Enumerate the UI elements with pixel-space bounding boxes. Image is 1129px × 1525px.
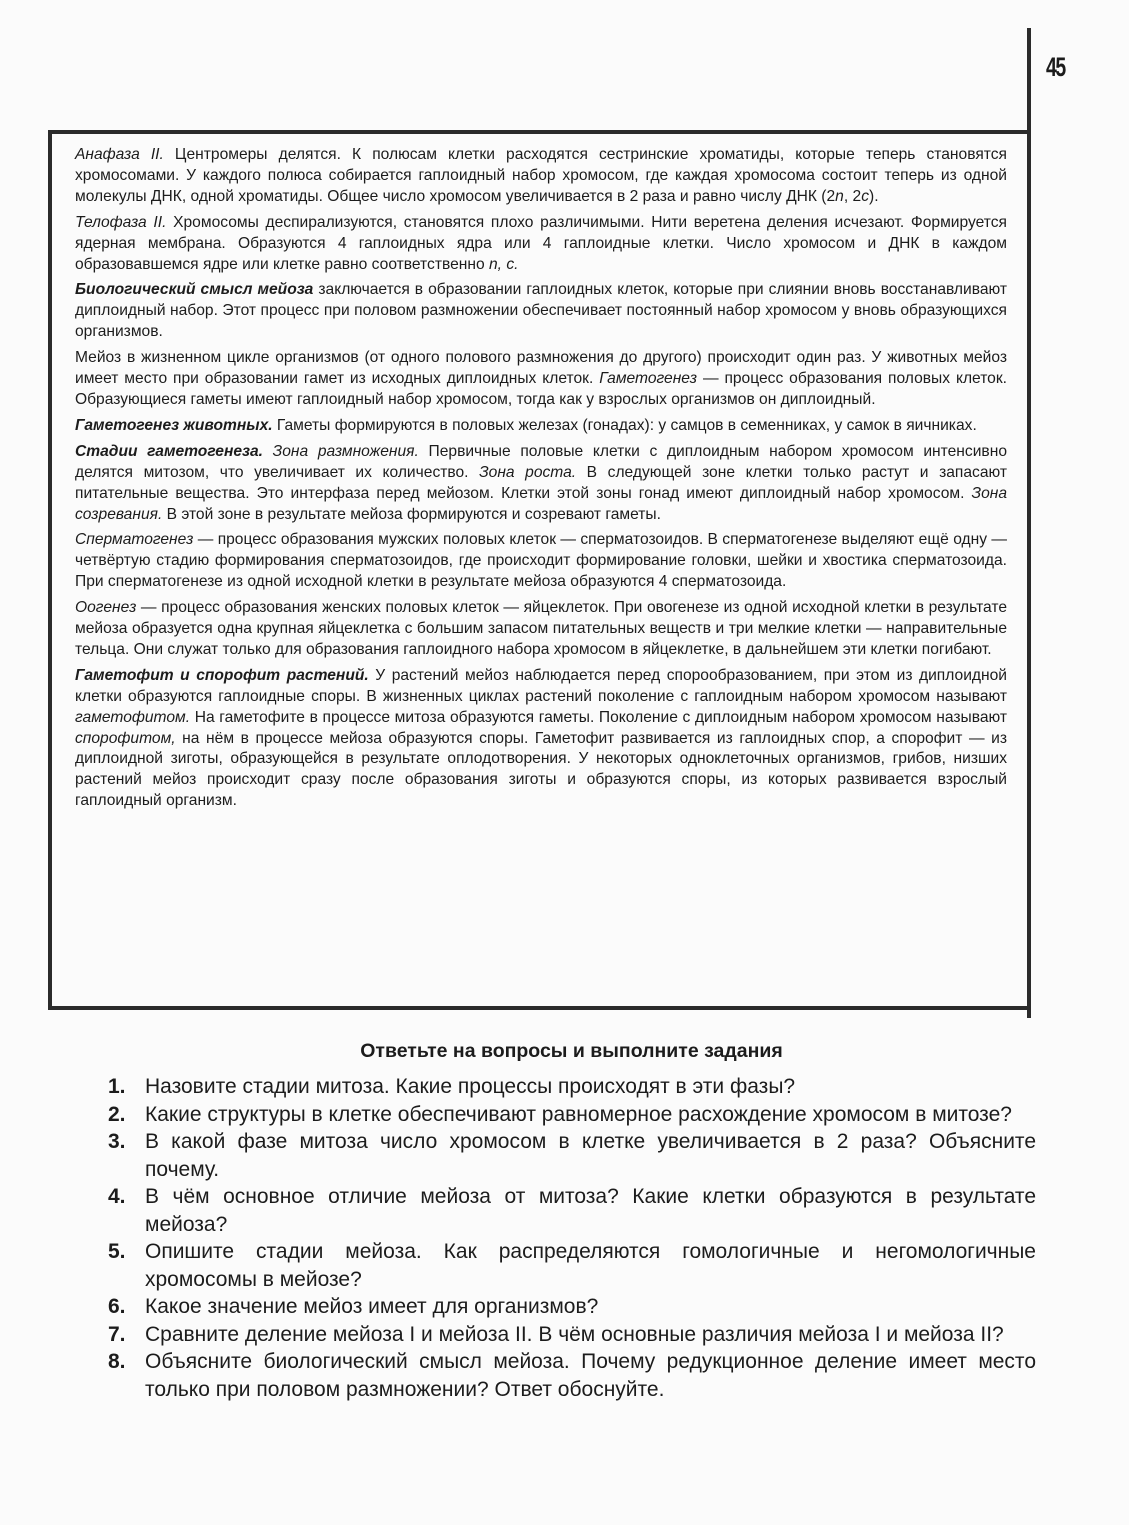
- term-biological-meaning: Биологический смысл мейоза: [75, 281, 314, 299]
- term-gametogenesis: Гаметогенез: [599, 370, 698, 388]
- term-spermatogenesis: Сперматогенез: [75, 531, 194, 549]
- term-animal-gametogenesis: Гаметогенез животных.: [75, 416, 273, 434]
- paragraph-spermatogenesis: Сперматогенез — процесс образования мужских половых клеток — сперматозоидов. В сперматогенезе выделяют ещё одну — четвёртую стадию формирования сперматозоидов, где происходит формирование головки, шейки и хвостика сперматозоида. При сперматогенезе из одной исходной клетки в результате мейоза образуются 4 сперматозоида.: [75, 531, 1007, 591]
- paragraph-gametogenesis-stages: Стадии гаметогенеза. Зона размножения. Первичные половые клетки с диплоидным набором хромосом интенсивно делятся митозом, что увеличивает их количество. Зона роста. В следующей зоне клетки только растут и запасают питательные вещества. Это интерфаза перед мейозом. Клетки этой зоны гонад имеют диплоидный набор хромосом. Зона созревания. В этой зоне в результате мейоза формируются и созревают гаметы.: [75, 442, 1007, 523]
- question-item: 5. Опишите стадии мейоза. Как распределяются гомологичные и негомологичные хромосомы в мейозе?: [108, 1240, 1036, 1291]
- questions-list: [108, 1073, 1036, 1403]
- question-item: 6. Какое значение мейоз имеет для организмов?: [108, 1295, 599, 1318]
- paragraph-anaphase: Анафаза II. Центромеры делятся. К полюсам клетки расходятся сестринские хроматиды, которые теперь становятся хромосомами. У каждого полюса собирается гаплоидный набор хромосом, где каждая хромосома состоит теперь из одной молекулы ДНК, одной хроматиды. Общее число хромосом увеличивается в 2 раза и равно числу ДНК (2n, 2c).: [75, 146, 1007, 205]
- question-item: 8. Объясните биологический смысл мейоза. Почему редукционное деление имеет место только при половом размножении? Ответ обоснуйте.: [108, 1350, 1036, 1401]
- term-stages: Стадии гаметогенеза.: [75, 442, 263, 460]
- question-item: 3. В какой фазе митоза число хромосом в клетке увеличивается в 2 раза? Объясните почему.: [108, 1130, 1036, 1181]
- paragraph-oogenesis: Оогенез — процесс образования женских половых клеток — яйцеклеток. При овогенезе из одной исходной клетки в результате мейоза образуется одна крупная яйцеклетка с большим запасом питательных веществ и три мелкие клетки — направительные тельца. Они служат только для образования гаплоидного набора хромосом в яйцеклетке, в дальнейшем эти клетки погибают.: [75, 599, 1007, 658]
- paragraph-plants: Гаметофит и спорофит растений. У растений мейоз наблюдается перед спорообразованием, при этом из диплоидной клетки образуются гаплоидные споры. В жизненных циклах растений поколение с гаплоидным набором хромосом называют гаметофитом. На гаметофите в процессе митоза образуются гаметы. Поколение с диплоидным набором хромосом называют спорофитом, на нём в процессе мейоза образуются споры. Гаметофит развивается из гаплоидных спор, а спорофит — из диплоидной зиготы, образующейся в результате оплодотворения. У некоторых одноклеточных организмов, грибов, низших растений мейоз происходит сразу после образования зиготы и образуются споры, из которых развивается взрослый гаплоидный организм.: [75, 666, 1008, 810]
- question-item: 4. В чём основное отличие мейоза от митоза? Какие клетки образуются в результате мейоза?: [108, 1185, 1036, 1236]
- paragraph-biological-meaning: Биологический смысл мейоза заключается в образовании гаплоидных клеток, которые при слиянии вновь восстанавливают диплоидный набор. Этот процесс при половом размножении обеспечивает постоянный набор хромосом у вновь образующихся организмов.: [75, 281, 1007, 341]
- questions-heading: Ответьте на вопросы и выполните задания: [360, 1040, 783, 1062]
- term-plants: Гаметофит и спорофит растений.: [75, 666, 369, 684]
- term-oogenesis: Оогенез: [75, 599, 137, 617]
- paragraph-telophase: Телофаза II. Хромосомы деспирализуются, становятся плохо различимыми. Нити веретена деления исчезают. Формируется ядерная мембрана. Образуются 4 гаплоидных ядра или 4 гаплоидные клетки. Число хромосом и ДНК в каждом образовавшемся ядре или клетке равно соответственно n, c.: [75, 213, 1007, 273]
- question-item: 2. Какие структуры в клетке обеспечивают равномерное расхождение хромосом в митозе?: [108, 1102, 1012, 1126]
- question-item: 7. Сравните деление мейоза I и мейоза II. В чём основные различия мейоза I и мейоза II?: [108, 1322, 1004, 1346]
- paragraph-animal-gametogenesis: Гаметогенез животных. Гаметы формируются в половых железах (гонадах): у самцов в семенниках, у самок в яичниках.: [75, 416, 977, 434]
- term-telophase: Телофаза II.: [75, 213, 167, 231]
- paragraph-meiosis-life-cycle: Мейоз в жизненном цикле организмов (от одного полового размножения до другого) происходит один раз. У животных мейоз имеет место при образовании гамет из исходных диплоидных клеток. Гаметогенез — процесс образования половых клеток. Образующиеся гаметы имеют гаплоидный набор хромосом, тогда как у взрослых организмов он диплоидный.: [75, 349, 1007, 408]
- term-anaphase: Анафаза II.: [75, 146, 164, 163]
- page-number: 45: [1046, 52, 1065, 82]
- info-box-text: [75, 145, 1007, 817]
- question-item: 1. Назовите стадии митоза. Какие процессы происходят в эти фазы?: [108, 1075, 796, 1098]
